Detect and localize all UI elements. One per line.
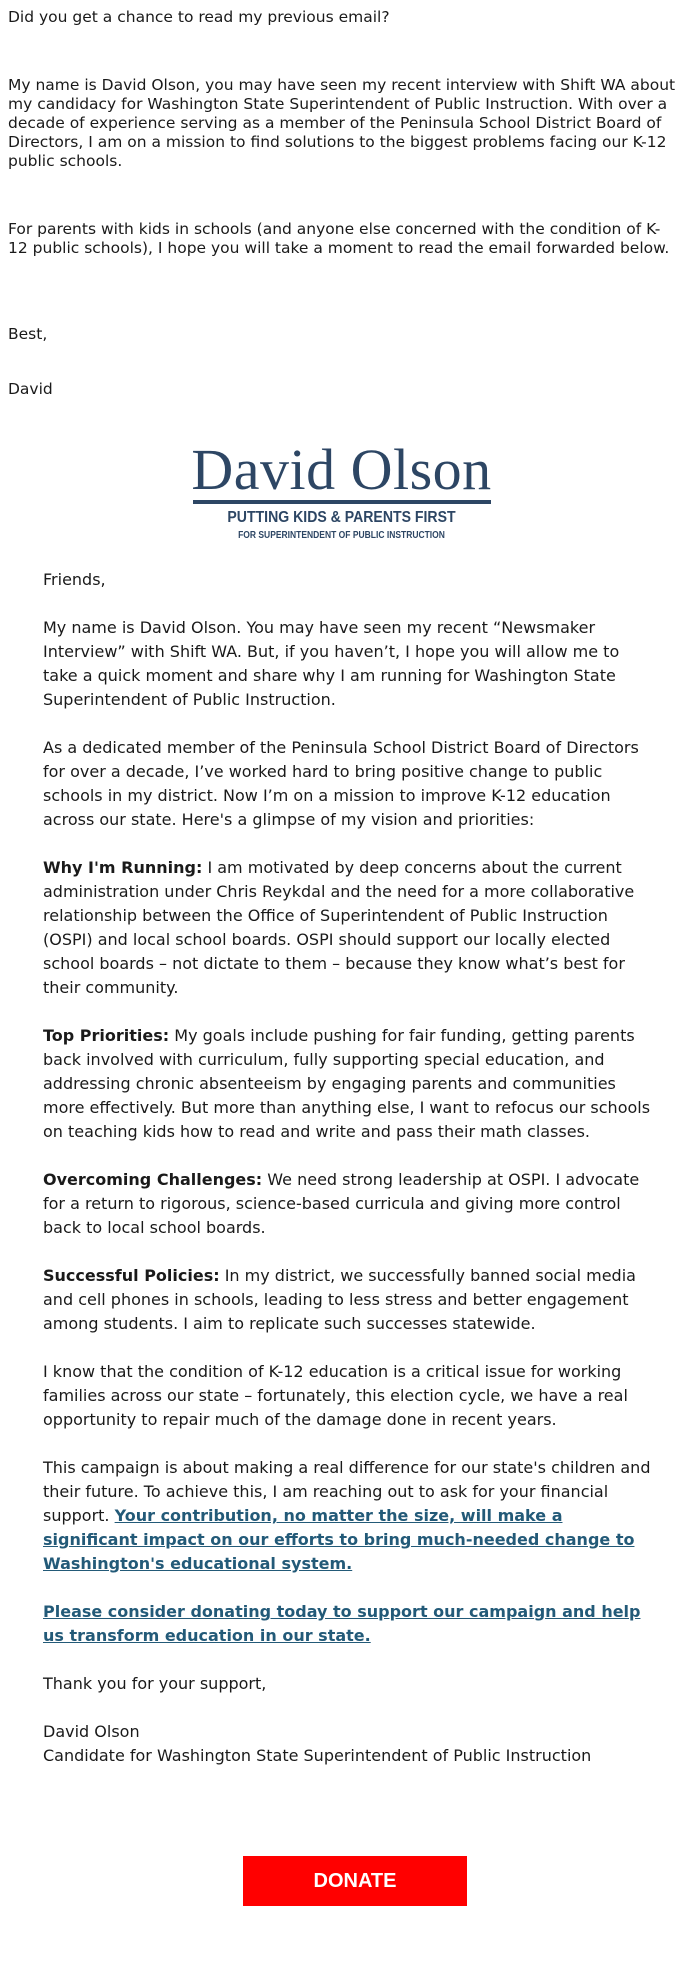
section-label: Successful Policies: (43, 1266, 220, 1285)
section-label: Top Priorities: (43, 1026, 170, 1045)
logo-tagline: PUTTING KIDS & PARENTS FIRST (227, 509, 456, 526)
letter-signature (43, 1720, 653, 1768)
section-overcoming-challenges (43, 1168, 653, 1240)
logo-subline: FOR SUPERINTENDENT OF PUBLIC INSTRUCTION (238, 530, 445, 541)
section-label: Overcoming Challenges: (43, 1170, 263, 1189)
campaign-logo (0, 438, 683, 542)
section-text: In my district, we successfully banned social media and cell phones in schools, leading to less stress and better engagement among students. I aim to replicate such successes statewide. (43, 1266, 636, 1333)
logo-name: David Olson (191, 437, 492, 502)
letter-greeting: Friends, (43, 570, 106, 589)
section-why-running (43, 856, 653, 1000)
letter-paragraph-intro: My name is David Olson. You may have seen my recent “Newsmaker Interview” with Shift WA. But, if you haven’t, I hope you will allow me to take a quick moment and share why I am running for Washington State Superintendent of Public Instruction. (43, 618, 620, 709)
signature-title: Candidate for Washington State Superintendent of Public Instruction (43, 1746, 592, 1765)
section-successful-policies (43, 1264, 653, 1336)
section-top-priorities (43, 1024, 653, 1144)
intro-paragraph-1: My name is David Olson, you may have seen my recent interview with Shift WA about my candidacy for Washington State Superintendent of Public Instruction. With over a decade of experience serving as a member of the Peninsula School District Board of Directors, I am on a mission to find solutions to the biggest problems facing our K-12 public schools. (8, 76, 676, 170)
ask-text: This campaign is about making a real difference for our state's children and their future. To achieve this, I am reaching out to ask for your financial support. (43, 1458, 651, 1525)
letter-paragraph-ask (43, 1456, 653, 1576)
intro-paragraph-2: For parents with kids in schools (and anyone else concerned with the condition of K-12 public schools), I hope you will take a moment to read the email forwarded below. (8, 220, 670, 257)
section-text: We need strong leadership at OSPI. I advocate for a return to rigorous, science-based curricula and giving more control back to local school boards. (43, 1170, 640, 1237)
intro-signoff: Best, (8, 325, 48, 343)
section-label: Why I'm Running: (43, 858, 203, 877)
contribution-link[interactable]: Your contribution, no matter the size, will make a significant impact on our efforts to bring much-needed change to Washington's educational system. (43, 1506, 635, 1573)
letter-paragraph-opportunity: I know that the condition of K-12 education is a critical issue for working families across our state – fortunately, this election cycle, we have a real opportunity to repair much of the damage done in recent years. (43, 1362, 628, 1429)
letter-paragraph-background: As a dedicated member of the Peninsula School District Board of Directors for over a decade, I’ve worked hard to bring positive change to public schools in my district. Now I’m on a mission to improve K-12 education across our state. Here's a glimpse of my vision and priorities: (43, 738, 639, 829)
donate-button[interactable]: DONATE (243, 1856, 467, 1906)
intro-question: Did you get a chance to read my previous email? (8, 8, 390, 26)
letter-paragraph-donate-link (43, 1600, 653, 1648)
section-text: I am motivated by deep concerns about the current administration under Chris Reykdal and the need for a more collaborative relationship between the Office of Superintendent of Public Instruction (OSPI) and local school boards. OSPI should support our locally elected school boards – not dictate to them – because they know what’s best for their community. (43, 858, 635, 997)
forwarded-letter (43, 568, 653, 1792)
section-text: My goals include pushing for fair funding, getting parents back involved with curriculum, fully supporting special education, and addressing chronic absenteeism by engaging parents and communities more effectively. But more than anything else, I want to refocus our schools on teaching kids how to read and write and pass their math classes. (43, 1026, 651, 1141)
signature-name: David Olson (43, 1722, 140, 1741)
intro-signature: David (8, 380, 53, 398)
donate-today-link[interactable]: Please consider donating today to support our campaign and help us transform education in our state. (43, 1602, 641, 1645)
letter-thanks: Thank you for your support, (43, 1674, 267, 1693)
